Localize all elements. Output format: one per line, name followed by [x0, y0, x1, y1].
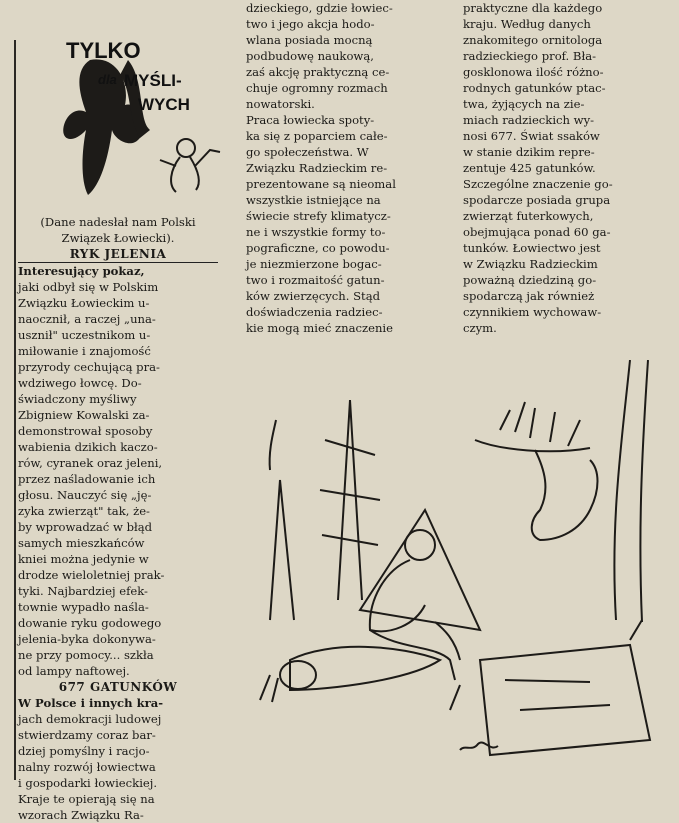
text-line: dziej pomyślny i racjo- — [18, 744, 150, 758]
text-line: chuje ogromny rozmach — [246, 81, 388, 95]
text-line: rodnych gatunków ptac- — [463, 81, 606, 95]
text-line: jelenia-byka dokonywa- — [18, 632, 156, 646]
text-line: znakomitego ornitologa — [463, 33, 603, 47]
text-line: nowatorski. — [246, 97, 315, 111]
text-line: spodarczą jak również — [463, 289, 595, 303]
text-line: ka się z poparciem całe- — [246, 129, 388, 143]
column-2-paragraph-2 — [246, 112, 446, 336]
text-line: naocznił, a raczej „una- — [18, 312, 156, 326]
text-line: twa, żyjących na zie- — [463, 97, 585, 111]
logo-title-line2: dla — [98, 72, 117, 87]
text-line: od lampy naftowej. — [18, 664, 130, 678]
text-line: Zbigniew Kowalski za- — [18, 408, 150, 422]
text-line: rów, cyranek oraz jeleni, — [18, 456, 163, 470]
column-2 — [246, 0, 446, 336]
text-line: jach demokracji ludowej — [18, 712, 162, 726]
text-line: by wprowadzać w błąd — [18, 520, 153, 534]
text-line: radzieckiego prof. Bła- — [463, 49, 597, 63]
text-line: doświadczenia radziec- — [246, 305, 383, 319]
text-line: zaś akcję praktyczną ce- — [246, 65, 390, 79]
text-line: miłowanie i znajomość — [18, 344, 151, 358]
text-line: two i rozmaitość gatun- — [246, 273, 385, 287]
section-ryk-jelenia-body — [18, 263, 218, 679]
text-line: gosklonowa ilość różno- — [463, 65, 604, 79]
text-line: Związku Radzieckim re- — [246, 161, 388, 175]
text-line: je niezmierzone bogac- — [246, 257, 382, 271]
section-title-677-gatunkow: 677 GATUNKÓW — [58, 680, 178, 694]
text-line: townie wypadło naśla- — [18, 600, 149, 614]
text-line: wlana posiada mocną — [246, 33, 373, 47]
text-line: Szczególne znaczenie go- — [463, 177, 613, 191]
text-line: poważną dziedziną go- — [463, 273, 597, 287]
text-line: praktyczne dla każdego — [463, 1, 603, 15]
text-line: dowanie ryku godowego — [18, 616, 162, 630]
text-line: Związku Łowieckim u- — [18, 296, 150, 310]
text-line: two i jego akcja hodo- — [246, 17, 375, 31]
text-line: spodarcze posiada grupa — [463, 193, 611, 207]
column-logo-illustration — [20, 20, 230, 210]
column-rule — [14, 40, 16, 780]
source-note: (Dane nadesłał nam Polski Związek Łowiecki). — [40, 215, 196, 245]
text-line: kraju. Według danych — [463, 17, 591, 31]
text-line: w Związku Radzieckim — [463, 257, 598, 271]
text-line: świadczony myśliwy — [18, 392, 137, 406]
text-line: czynnikiem wychowaw- — [463, 305, 602, 319]
text-line: tyki. Najbardziej efek- — [18, 584, 148, 598]
text-line: go społeczeństwa. W — [246, 145, 369, 159]
section-677-gatunkow-body — [18, 695, 218, 823]
text-line: kniei można jedynie w — [18, 552, 149, 566]
text-line: usznił" uczestnikom u- — [18, 328, 151, 342]
text-line: świecie strefy klimatycz- — [246, 209, 391, 223]
text-line: wdziwego łowcę. Do- — [18, 376, 142, 390]
text-line: zentuje 425 gatunków. — [463, 161, 596, 175]
text-line: jaki odbył się w Polskim — [18, 280, 159, 294]
text-line: W Polsce i innych kra- — [18, 696, 164, 710]
text-line: obejmująca ponad 60 ga- — [463, 225, 611, 239]
text-line: kie mogą mieć znaczenie — [246, 321, 393, 335]
text-line: zwierząt futerkowych, — [463, 209, 594, 223]
text-line: tunków. Łowiectwo jest — [463, 241, 601, 255]
text-line: prezentowane są nieomal — [246, 177, 396, 191]
logo-title-line4: WYCH — [138, 95, 190, 114]
text-line: samych mieszkańców — [18, 536, 145, 550]
text-line: podbudowę naukową, — [246, 49, 374, 63]
text-line: Praca łowiecka spoty- — [246, 113, 375, 127]
text-line: miach radzieckich wy- — [463, 113, 595, 127]
text-line: wabienia dzikich kaczo- — [18, 440, 158, 454]
column-1 — [18, 214, 218, 823]
text-line: pograficzne, co powodu- — [246, 241, 390, 255]
text-line: Interesujący pokaz, — [18, 264, 145, 278]
text-line: dzieckiego, gdzie łowiec- — [246, 1, 393, 15]
text-line: wszystkie istniejące na — [246, 193, 381, 207]
text-line: ne i wszystkie formy to- — [246, 225, 386, 239]
hunter-and-moose-illustration — [250, 360, 670, 780]
column-3-paragraph — [463, 0, 663, 336]
text-line: demonstrował sposoby — [18, 424, 153, 438]
text-line: zyka zwierząt" tak, że- — [18, 504, 150, 518]
text-line: czym. — [463, 321, 497, 335]
text-line: przez naśladowanie ich — [18, 472, 156, 486]
text-line: stwierdzamy coraz bar- — [18, 728, 156, 742]
section-title-ryk-jelenia: RYK JELENIA — [18, 246, 218, 263]
text-line: głosu. Nauczyć się „ję- — [18, 488, 152, 502]
text-line: w stanie dzikim repre- — [463, 145, 595, 159]
text-line: nosi 677. Świat ssaków — [463, 129, 600, 143]
text-line: Kraje te opierają się na — [18, 792, 155, 806]
text-line: ne przy pomocy... szkła — [18, 648, 154, 662]
logo-title-line3: MYŚLI- — [124, 71, 182, 90]
text-line: i gospodarki łowieckiej. — [18, 776, 158, 790]
logo-title-line1: TYLKO — [66, 38, 141, 63]
column-2-paragraph-1 — [246, 0, 446, 112]
text-line: wzorach Związku Ra- — [18, 808, 144, 822]
text-line: nalny rozwój łowiectwa — [18, 760, 156, 774]
column-3 — [463, 0, 663, 336]
text-line: przyrody cechującą pra- — [18, 360, 160, 374]
text-line: drodze wieloletniej prak- — [18, 568, 165, 582]
text-line: ków zwierzęcych. Stąd — [246, 289, 381, 303]
